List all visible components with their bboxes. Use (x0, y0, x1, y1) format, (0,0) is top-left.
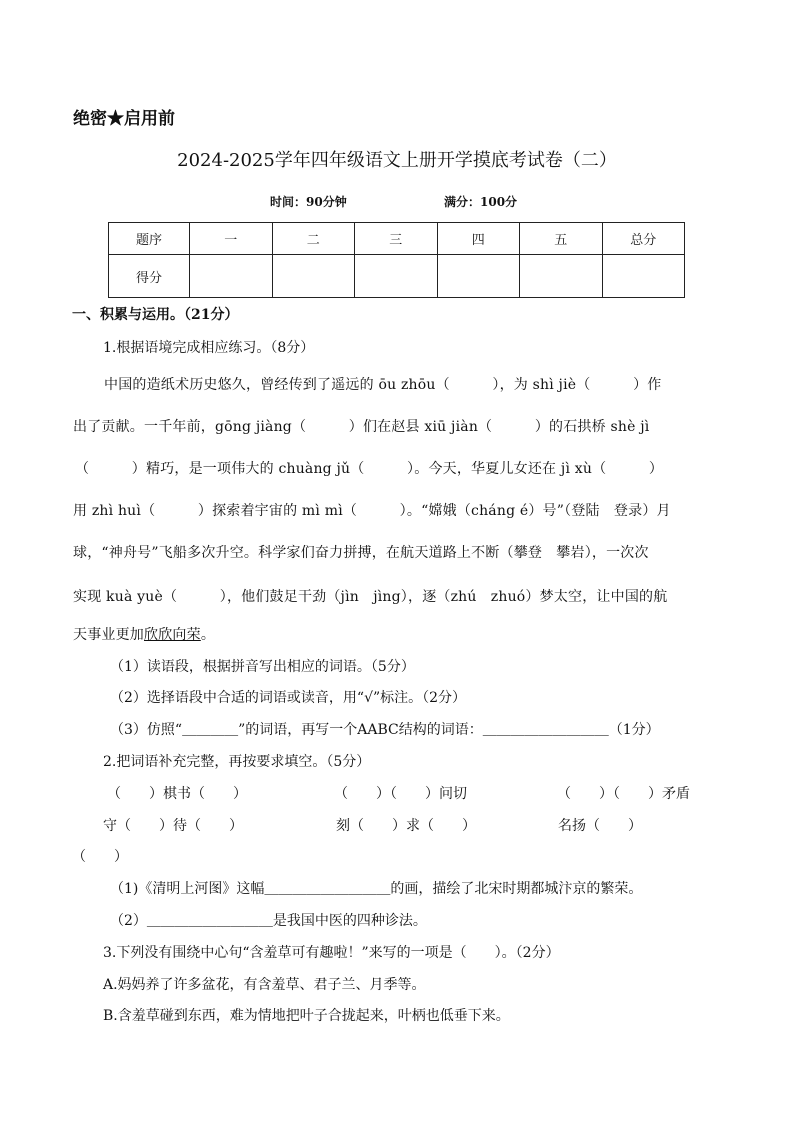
passage-line: 球，“神舟号”飞船多次升空。科学家们奋力拼搏，在航天道路上不断（攀登 攀岩），一次次 (73, 545, 649, 561)
idiom-blank[interactable]: （ ）（ ）问切 (334, 786, 467, 802)
question-2-sub-2: （2）＿＿＿＿＿＿＿＿＿是我国中医的四种诊法。 (110, 913, 427, 929)
question-3-option-b[interactable]: B.含羞草碰到东西，难为情地把叶子合拢起来，叶柄也低垂下来。 (103, 1008, 510, 1024)
exam-title: 2024-2025学年四年级语文上册开学摸底考试卷（二） (177, 150, 617, 171)
score-row-label: 得分 (109, 255, 190, 298)
question-1-sub-3: （3）仿照“＿＿＿＿”的词语，再写一个AABC结构的词语：＿＿＿＿＿＿＿＿＿（1分） (110, 722, 660, 738)
section-heading: 一、积累与运用。（21分） (72, 307, 239, 323)
idiom-blank[interactable]: （ ）（ ）矛盾 (557, 786, 690, 802)
score-table-score-row (109, 255, 685, 298)
passage-line-last (73, 624, 215, 644)
idiom-blank[interactable]: 名扬（ ） (558, 818, 642, 834)
passage-line: 实现 kuà yuè（ ），他们鼓足干劲（jìn jìng），逐（zhú zhuó）梦太空，让中国的航 (73, 589, 668, 605)
score-cell[interactable] (602, 255, 685, 298)
question-1-sub-2: （2）选择语段中合适的词语或读音，用“√”标注。（2分） (110, 690, 467, 706)
score-table-header: 总分 (602, 223, 685, 255)
score-table-header: 五 (520, 223, 603, 255)
exam-full-score: 满分：100分 (444, 195, 518, 209)
question-3-option-a[interactable]: A.妈妈养了许多盆花，有含羞草、君子兰、月季等。 (103, 977, 426, 993)
idiom-blank[interactable]: 守（ ）待（ ） (103, 818, 243, 834)
score-cell[interactable] (437, 255, 520, 298)
passage-line: （ ）精巧，是一项伟大的 chuàng jǔ（ ）。今天，华夏儿女还在 jì xù（ ） (75, 461, 664, 477)
confidential-label: 绝密★启用前 (73, 109, 175, 129)
score-table-header: 一 (190, 223, 273, 255)
passage-text: 天事业更加 (73, 627, 144, 643)
underlined-word: 欣欣向荣 (144, 627, 201, 643)
question-2-title: 2.把词语补充完整，再按要求填空。（5分） (103, 754, 371, 770)
question-1-sub-1: （1）读语段，根据拼音写出相应的词语。（5分） (110, 659, 415, 675)
question-1-title: 1.根据语境完成相应练习。（8分） (103, 340, 315, 356)
idiom-blank[interactable]: 刻（ ）求（ ） (336, 818, 476, 834)
passage-line: 用 zhì huì（ ）探索着宇宙的 mì mì（ ）。“嫦娥（cháng é）号”（登陆 登录）月 (73, 503, 671, 519)
score-cell[interactable] (520, 255, 603, 298)
idiom-blank[interactable]: （ ） (72, 849, 128, 865)
idiom-blank[interactable]: （ ）棋书（ ） (107, 786, 247, 802)
exam-time: 时间：90分钟 (270, 195, 347, 209)
passage-text: 。 (200, 627, 216, 643)
question-2-sub-1: （1)《清明上河图》这幅＿＿＿＿＿＿＿＿＿的画，描绘了北宋时期都城汴京的繁荣。 (110, 881, 643, 897)
passage-line: 出了贡献。一千年前，gōng jiàng（ ）们在赵县 xiū jiàn（ ）的石拱桥 shè jì (73, 419, 650, 435)
score-table-header: 题序 (109, 223, 190, 255)
question-3-title: 3.下列没有围绕中心句“含羞草可有趣啦！”来写的一项是（ ）。（2分） (103, 945, 560, 961)
score-cell[interactable] (355, 255, 438, 298)
score-cell[interactable] (190, 255, 273, 298)
score-table-header-row (109, 223, 685, 255)
score-table-header: 四 (437, 223, 520, 255)
score-cell[interactable] (272, 255, 355, 298)
score-table (108, 222, 685, 298)
passage-line: 中国的造纸术历史悠久，曾经传到了遥远的 ōu zhōu（ ），为 shì jiè（ ）作 (104, 377, 662, 393)
score-table-header: 二 (272, 223, 355, 255)
score-table-header: 三 (355, 223, 438, 255)
